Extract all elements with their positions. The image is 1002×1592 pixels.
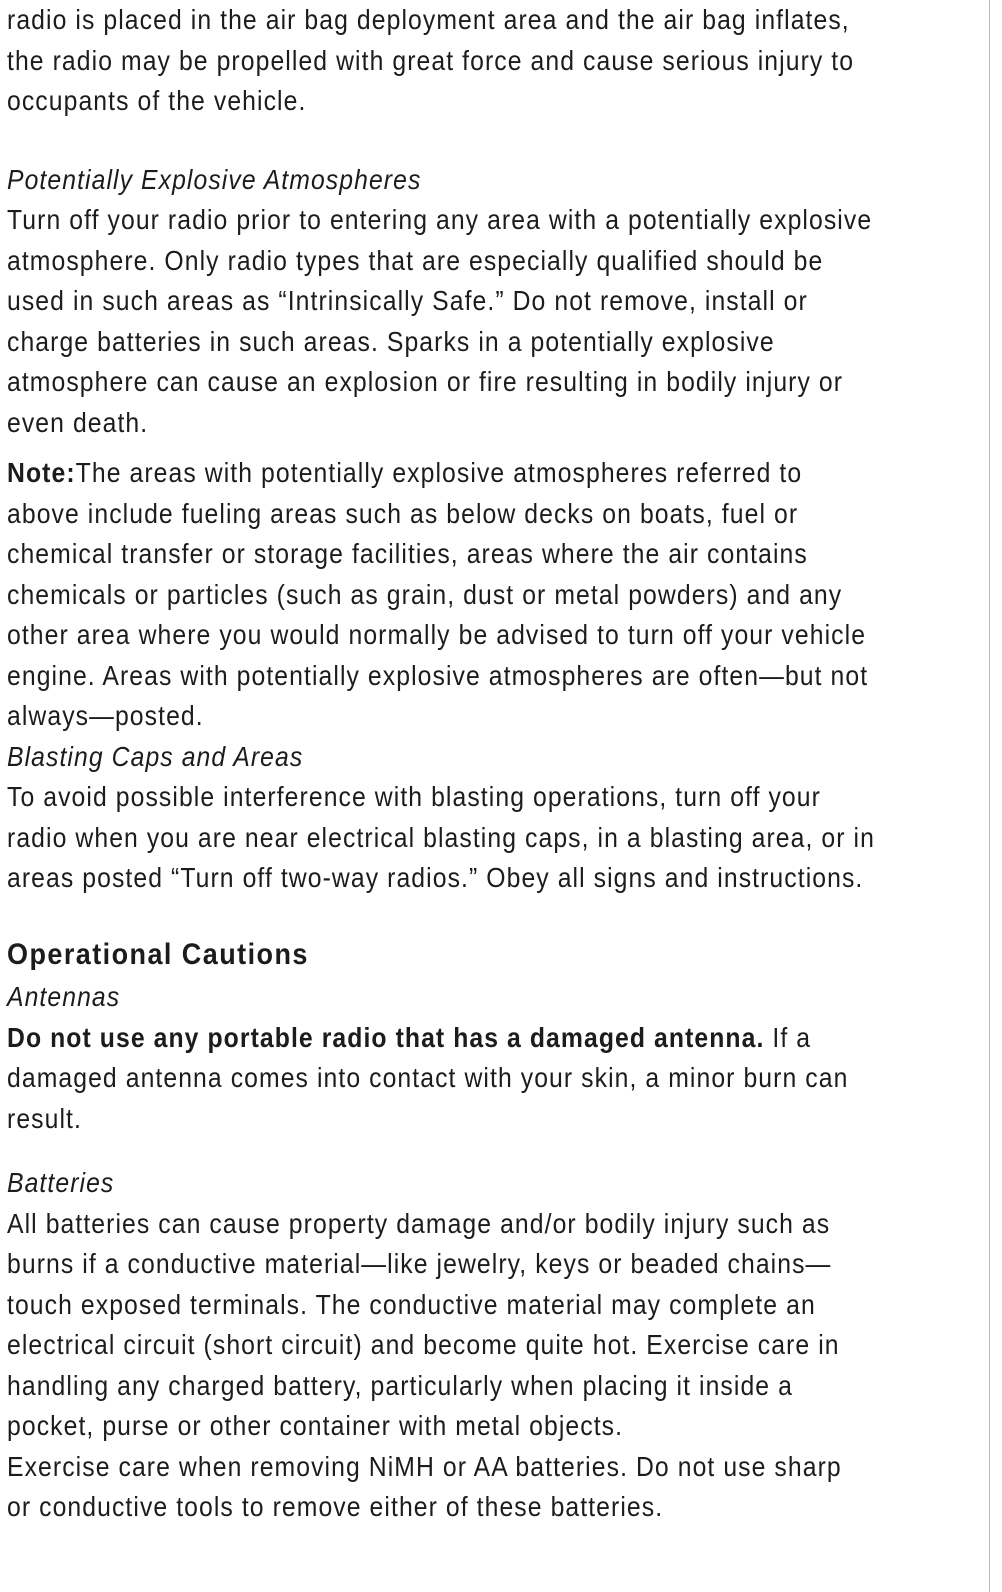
blasting-line-1: To avoid possible interference with blasting operations, turn off your [7,781,821,812]
note-line-2: above include fueling areas such as below decks on boats, fuel or [7,497,799,529]
antennas-line-2: damaged antenna comes into contact with your skin, a minor burn can [7,1062,849,1093]
document-page [7,0,889,1592]
note-line-5: other area where you would normally be advised to turn off your vehicle [7,619,867,650]
explosive-line-4: charge batteries in such areas. Sparks in a potentially explosive [7,325,775,357]
intro-line-3: occupants of the vehicle. [7,85,307,116]
page-edge-rule [989,0,990,1592]
batteries-line-4: electrical circuit (short circuit) and become quite hot. Exercise care in [7,1329,840,1360]
explosive-line-2: atmosphere. Only radio types that are especially qualified should be [7,244,824,276]
explosive-line-1: Turn off your radio prior to entering any area with a potentially explosive [7,204,873,235]
batteries-line-3: touch exposed terminals. The conductive material may complete an [7,1288,816,1320]
antennas-line-3: result. [7,1102,82,1134]
batteries-line-6: pocket, purse or other container with metal objects. [7,1410,624,1441]
antennas-line-1-rest: If a [764,1021,812,1053]
intro-line-2: the radio may be propelled with great force and cause serious injury to [7,44,855,76]
note-label: Note: [7,457,76,488]
antennas-warning: Do not use any portable radio that has a damaged antenna. [7,1021,765,1053]
antennas-line-1 [7,1018,987,1059]
antennas-paragraph [7,1018,987,1140]
explosive-paragraph [7,200,987,443]
batteries-line-2: burns if a conductive material—like jewelry, keys or beaded chains— [7,1248,832,1279]
batteries-line-1: All batteries can cause property damage and/or bodily injury such as [7,1207,831,1239]
blasting-paragraph [7,777,987,899]
batteries-paragraph [7,1204,987,1528]
explosive-line-5: atmosphere can cause an explosion or fire resulting in bodily injury or [7,366,844,397]
explosive-line-6: even death. [7,406,149,438]
intro-paragraph [7,0,987,122]
note-line-3: chemical transfer or storage facilities, areas where the air contains [7,538,808,569]
antennas-heading: Antennas [7,981,121,1012]
note-line-6: engine. Areas with potentially explosive atmospheres are often—but not [7,659,869,691]
note-paragraph [7,453,987,737]
explosive-line-3: used in such areas as “Intrinsically Safe.” Do not remove, install or [7,285,808,316]
blasting-heading: Blasting Caps and Areas [7,740,304,772]
note-line-1 [7,453,987,494]
note-line-7: always—posted. [7,700,204,731]
explosive-heading: Potentially Explosive Atmospheres [7,163,422,195]
batteries-line-8: or conductive tools to remove either of these batteries. [7,1491,664,1522]
intro-line-1: radio is placed in the air bag deployment area and the air bag inflates, [7,4,850,35]
batteries-line-5: handling any charged battery, particularly when placing it inside a [7,1369,793,1401]
batteries-line-7: Exercise care when removing NiMH or AA batteries. Do not use sharp [7,1450,842,1482]
batteries-heading: Batteries [7,1167,115,1198]
blasting-line-2: radio when you are near electrical blasting caps, in a blasting area, or in [7,821,875,853]
note-first-line-text: The areas with potentially explosive atmospheres referred to [75,457,803,488]
note-line-4: chemicals or particles (such as grain, dust or metal powders) and any [7,578,843,610]
blasting-line-3: areas posted “Turn off two-way radios.” Obey all signs and instructions. [7,862,864,893]
operational-cautions-heading: Operational Cautions [7,937,309,971]
